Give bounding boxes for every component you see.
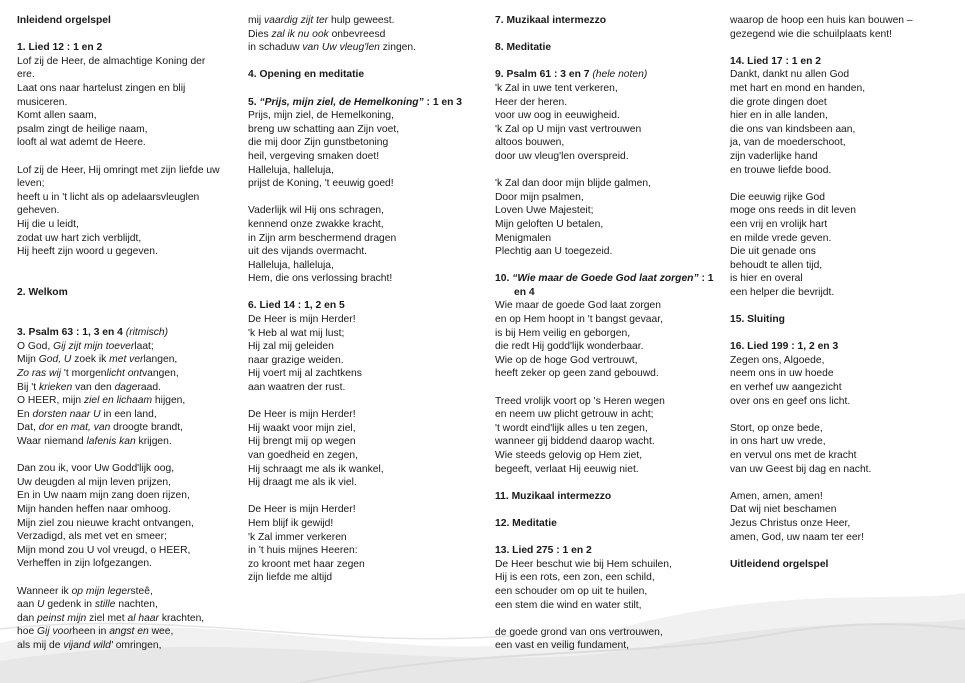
lyric-line: naar grazige weiden. xyxy=(248,354,344,366)
text-run: langen, xyxy=(143,354,178,366)
lyric-line: 'k Heb al wat mij lust; xyxy=(248,327,345,339)
text-run: 3. Psalm 63 : 1, 3 en 4 xyxy=(17,327,126,339)
lyric-line: Hij waakt voor mijn ziel, xyxy=(248,422,356,434)
text-run: 10. xyxy=(495,273,513,285)
lyric-line: looft al wat ademt de Heere. xyxy=(17,137,146,149)
lyric-line: Hij schraagt me als ik wankel, xyxy=(248,463,384,475)
lyric-line: Lof zij de Heer, de almachtige Koning der xyxy=(17,55,206,67)
lyric-line: Prijs, mijn ziel, de Hemelkoning, xyxy=(248,110,394,122)
lyric-line: De Heer is mijn Herder! xyxy=(248,314,356,326)
lyric-line: Mijn mond zou U vol vreugd, o HEER, xyxy=(17,544,191,556)
text-run: gedenk in xyxy=(44,599,95,611)
text-run: Mijn xyxy=(17,354,39,366)
lyric-line: is bij Hem veilig en geborgen, xyxy=(495,327,631,339)
lyric-line: uit des vijands overmacht. xyxy=(248,246,368,258)
section-heading xyxy=(17,326,245,340)
text-run: zoek ik xyxy=(71,354,110,366)
text-run: Waar niemand xyxy=(17,436,87,448)
text-run: dorsten naar U xyxy=(32,408,101,420)
lyric-line: behoudt te allen tijd, xyxy=(730,259,823,271)
lyric-line xyxy=(17,408,245,422)
section-heading: Uitleidend orgelspel xyxy=(730,558,829,570)
lyric-line xyxy=(17,639,245,653)
lyric-line: Wie maar de goede God laat zorgen xyxy=(495,300,661,312)
text-run: op mijn leger xyxy=(71,585,131,597)
lyric-line: Verheffen in zijn lofgezangen. xyxy=(17,558,152,570)
lyric-line: Hij voert mij al zachtkens xyxy=(248,368,362,380)
text-run: zingen. xyxy=(379,42,416,54)
column-2 xyxy=(248,14,478,585)
lyric-line: en op Hem hoopt in 't bangst gevaar, xyxy=(495,314,663,326)
text-run: “Prijs, mijn ziel, de Hemelkoning” xyxy=(259,96,424,108)
lyric-line: De Heer is mijn Herder! xyxy=(248,504,356,516)
text-run: Gij zijt mijn toever xyxy=(53,340,135,352)
lyric-line: zijn vaderlijke hand xyxy=(730,150,818,162)
lyric-line: Uw deugden al mijn leven prijzen, xyxy=(17,476,171,488)
lyric-line: zijn liefde me altijd xyxy=(248,572,333,584)
text-run: wee, xyxy=(148,626,174,638)
lyric-line: ja, van de moederschoot, xyxy=(730,137,846,149)
lyric-line: een stem die wind en water stilt, xyxy=(495,599,642,611)
lyric-line: psalm zingt de heilige naam, xyxy=(17,123,148,135)
text-run: omringen, xyxy=(112,639,162,651)
lyric-line: Komt allen saam, xyxy=(17,110,97,122)
lyric-line: Hem, die ons verlossing bracht! xyxy=(248,273,393,285)
lyric-line: De Heer is mijn Herder! xyxy=(248,409,356,421)
lyric-line: 't wordt eind'lijk alles u ten zegen, xyxy=(495,422,648,434)
lyric-line: is hier en overal xyxy=(730,273,803,285)
column-1 xyxy=(17,14,245,653)
lyric-line: voor uw oog in eeuwigheid. xyxy=(495,110,620,122)
lyric-line: Zegen ons, Algoede, xyxy=(730,354,825,366)
lyric-line: Mijn handen heffen naar omhoog. xyxy=(17,504,171,515)
text-run: dor en mat, van xyxy=(38,422,111,434)
section-heading xyxy=(495,68,727,82)
lyric-line: musiceren. xyxy=(17,96,68,108)
lyric-line: Mijn geloften U betalen, xyxy=(495,218,604,230)
lyric-line: een helper die bevrijdt. xyxy=(730,286,835,298)
text-run: als mij de xyxy=(17,639,64,651)
section-heading: 16. Lied 199 : 1, 2 en 3 xyxy=(730,341,839,353)
lyric-line: met hart en mond en handen, xyxy=(730,82,866,94)
lyric-line: 'k Zal op U mijn vast vertrouwen xyxy=(495,123,642,135)
lyric-line: Hij die u leidt, xyxy=(17,218,79,230)
lyric-line: Plechtig aan U toegezeid. xyxy=(495,246,613,258)
lyric-line: 'k Zal in uwe tent verkeren, xyxy=(495,82,618,94)
text-run: hulp geweest. xyxy=(328,15,395,26)
lyric-line: en milde vrede geven. xyxy=(730,232,832,244)
text-run: onbevreesd xyxy=(328,28,386,40)
text-run: angst en xyxy=(109,626,149,638)
lyric-line: En in Uw naam mijn zang doen rijzen, xyxy=(17,490,190,502)
text-run: 't morgen xyxy=(61,368,107,380)
text-run: O God, xyxy=(17,340,54,352)
text-run: ziel en lichaam xyxy=(83,395,153,407)
lyric-line: zodat uw hart zich verblijdt, xyxy=(17,232,142,244)
text-run: nachten, xyxy=(115,599,158,611)
lyric-line: en vervul ons met de kracht xyxy=(730,450,857,461)
text-run: dage xyxy=(114,381,138,393)
section-heading: 4. Opening en meditatie xyxy=(248,69,365,81)
lyric-line xyxy=(17,612,245,626)
lyric-line: de goede grond van ons vertrouwen, xyxy=(495,626,663,638)
lyric-line xyxy=(17,421,245,435)
lyric-line: die grote dingen doet xyxy=(730,96,827,108)
lyric-line: waarop de hoop een huis kan bouwen – xyxy=(730,15,913,26)
lyric-line xyxy=(248,41,478,55)
lyric-line: Dankt, dankt nu allen God xyxy=(730,69,850,81)
lyric-line: begeeft, verlaat Hij eeuwig niet. xyxy=(495,463,639,475)
section-heading: 13. Lied 275 : 1 en 2 xyxy=(495,545,592,557)
text-run: van Uw vleug'len xyxy=(302,42,380,54)
text-run: aan xyxy=(17,599,38,611)
text-run: U xyxy=(37,599,45,611)
lyric-line: heeft zeker op geen zand gebouwd. xyxy=(495,368,659,380)
lyric-line xyxy=(17,381,245,395)
lyric-line: een vast en veilig fundament, xyxy=(495,640,629,652)
text-run: steê, xyxy=(130,585,153,597)
text-run: mij xyxy=(248,15,265,26)
text-run: “Wie maar de Goede God laat zorgen” xyxy=(512,273,699,285)
text-run: heen in xyxy=(72,626,110,638)
lyric-line: hier en in alle landen, xyxy=(730,110,828,122)
lyric-line: en trouwe liefde bood. xyxy=(730,164,832,176)
lyric-line xyxy=(17,353,245,367)
section-heading xyxy=(495,272,727,299)
lyric-line: Halleluja, halleluja, xyxy=(248,164,334,176)
section-heading: 8. Meditatie xyxy=(495,42,552,54)
text-run: peinst mijn xyxy=(37,612,87,624)
column-3 xyxy=(495,14,727,653)
lyric-line: Hij heeft zijn woord u gegeven. xyxy=(17,246,158,258)
text-run: Zo ras wij xyxy=(17,368,62,380)
lyric-line xyxy=(17,394,245,408)
lyric-line: geheven. xyxy=(17,205,60,217)
lyric-line: heeft u in 't licht als op adelaarsvleuglen xyxy=(17,191,200,203)
lyric-line xyxy=(17,340,245,354)
lyric-line: door uw vleug'len overspreid. xyxy=(495,150,629,162)
lyric-line: kennend onze zwakke kracht, xyxy=(248,218,384,230)
lyric-line: breng uw schatting aan Zijn voet, xyxy=(248,123,400,135)
text-run: in een land, xyxy=(100,408,157,420)
text-run: dan xyxy=(17,612,38,624)
lyric-line: Dat wij niet beschamen xyxy=(730,504,837,516)
section-heading: 11. Muzikaal intermezzo xyxy=(495,490,612,502)
lyric-line: Mijn ziel zou nieuwe kracht ontvangen, xyxy=(17,517,194,529)
text-run: En xyxy=(17,408,33,420)
text-run: Wanneer ik xyxy=(17,585,72,597)
section-heading xyxy=(248,96,478,110)
text-run: al haar xyxy=(127,612,159,624)
lyric-line: Lof zij de Heer, Hij omringt met zijn liefde uw xyxy=(17,164,220,176)
lyric-line: Laat ons naar hartelust zingen en blij xyxy=(17,82,186,94)
text-run: (ritmisch) xyxy=(125,327,169,339)
section-heading: 15. Sluiting xyxy=(730,314,785,326)
lyric-line: Amen, amen, amen! xyxy=(730,490,823,502)
lyric-line xyxy=(17,367,245,381)
text-run: vaardig zijt ter xyxy=(264,15,329,26)
lyric-line: Halleluja, halleluja, xyxy=(248,259,334,271)
text-run: laat; xyxy=(134,340,154,352)
lyric-line: Heer der heren. xyxy=(495,96,568,108)
text-run: krachten, xyxy=(158,612,205,624)
text-run: (hele noten) xyxy=(592,69,648,81)
lyric-line: Die uit genade ons xyxy=(730,246,816,258)
text-run: krieken xyxy=(39,381,73,393)
section-heading: 7. Muzikaal intermezzo xyxy=(495,15,607,26)
text-run: licht ont xyxy=(106,368,143,380)
lyric-line: en verhef uw aangezicht xyxy=(730,382,842,394)
text-run: hijgen, xyxy=(152,395,186,407)
lyric-line: in 't huis mijnes Heeren: xyxy=(248,545,358,557)
lyric-line: Hij is een rots, een zon, een schild, xyxy=(495,572,655,584)
lyric-line: over ons en geef ons licht. xyxy=(730,395,851,407)
lyric-line: die mij door Zijn gunstbetoning xyxy=(248,137,389,149)
lyric-line: altoos bouwen, xyxy=(495,137,565,149)
text-run: God, U xyxy=(38,354,72,366)
lyric-line: Jezus Christus onze Heer, xyxy=(730,517,851,529)
text-run: hoe xyxy=(17,626,38,638)
lyric-line: en neem uw plicht getrouw in acht; xyxy=(495,409,654,421)
text-run: met ver xyxy=(109,354,144,366)
lyric-line: van uw Geest bij dag en nacht. xyxy=(730,463,872,475)
lyric-line: gezegend wie die schuilplaats kent! xyxy=(730,28,892,40)
lyric-line: Dan zou ik, voor Uw Godd'lijk oog, xyxy=(17,463,175,475)
lyric-line: prijst de Koning, 't eeuwig goed! xyxy=(248,178,394,190)
lyric-line: heil, vergeving smaken doet! xyxy=(248,150,380,162)
lyric-line: moge ons reeds in dit leven xyxy=(730,205,856,217)
lyric-line: een vrij en vrolijk hart xyxy=(730,218,828,230)
text-run: van den xyxy=(72,381,115,393)
section-heading: 1. Lied 12 : 1 en 2 xyxy=(17,42,103,54)
column-4 xyxy=(730,14,962,571)
text-run: Dies xyxy=(248,28,272,40)
lyric-line: Hem blijf ik gewijd! xyxy=(248,517,334,529)
lyric-line: Die eeuwig rijke God xyxy=(730,191,826,203)
lyric-line xyxy=(248,14,478,28)
lyric-line: ere. xyxy=(17,69,35,81)
text-run: : 1 en 4 xyxy=(514,273,714,298)
lyric-line xyxy=(17,585,245,599)
lyric-line xyxy=(17,435,245,449)
text-run: zal ik nu ook xyxy=(271,28,329,40)
lyric-line: Wie op de hoge God vertrouwt, xyxy=(495,354,638,366)
text-run: stille xyxy=(94,599,116,611)
lyric-line: van goedheid en zegen, xyxy=(248,450,358,461)
section-heading: Inleidend orgelspel xyxy=(17,15,111,26)
lyric-line: Verzadigd, als met vet en smeer; xyxy=(17,531,167,543)
lyric-line: Vaderlijk wil Hij ons schragen, xyxy=(248,205,385,217)
text-run: vijand wild' xyxy=(63,639,113,651)
lyric-line: Wie steeds gelovig op Hem ziet, xyxy=(495,450,643,461)
lyric-line: Door mijn psalmen, xyxy=(495,191,584,203)
text-run: : 1 en 3 xyxy=(423,96,463,108)
lyric-line: 'k Zal dan door mijn blijde galmen, xyxy=(495,178,651,190)
lyric-line: in ons hart uw vrede, xyxy=(730,436,826,448)
lyric-line: een schouder om op uit te huilen, xyxy=(495,585,648,597)
lyric-line: 'k Zal immer verkeren xyxy=(248,531,347,543)
lyric-line: aan waatren der rust. xyxy=(248,382,346,394)
lyric-line: amen, God, uw naam ter eer! xyxy=(730,531,864,543)
lyric-line xyxy=(17,598,245,612)
section-heading: 12. Meditatie xyxy=(495,517,557,529)
section-heading: 14. Lied 17 : 1 en 2 xyxy=(730,55,821,67)
text-run: in schaduw xyxy=(248,42,303,54)
lyric-line xyxy=(248,28,478,42)
lyric-line: zo kroont met haar zegen xyxy=(248,558,365,570)
section-heading: 6. Lied 14 : 1, 2 en 5 xyxy=(248,300,345,312)
text-run: vangen, xyxy=(142,368,179,380)
lyric-line: Treed vrolijk voort op 's Heren wegen xyxy=(495,395,665,407)
text-run: ziel met xyxy=(86,612,128,624)
lyric-line xyxy=(17,625,245,639)
lyric-line: die redt Hij godd'lijk wonderbaar. xyxy=(495,341,644,353)
lyric-line: Menigmalen xyxy=(495,232,552,244)
text-run: Bij 't xyxy=(17,381,39,393)
lyric-line: De Heer beschut wie bij Hem schuilen, xyxy=(495,558,672,570)
text-run: 5. xyxy=(248,96,260,108)
lyric-line: leven; xyxy=(17,178,45,190)
text-run: Gij voor xyxy=(37,626,73,638)
text-run: droogte brandt, xyxy=(110,422,183,434)
lyric-line: Hij zal mij geleiden xyxy=(248,341,334,353)
lyric-line: in Zijn arm beschermend dragen xyxy=(248,232,397,244)
text-run: raad. xyxy=(137,381,161,393)
text-run: 9. Psalm 61 : 3 en 7 xyxy=(495,69,593,81)
lyric-line: Hij draagt me als ik viel. xyxy=(248,477,357,489)
lyric-line: Stort, op onze bede, xyxy=(730,422,823,434)
text-run: lafenis kan xyxy=(86,436,136,448)
lyric-line: Hij brengt mij op wegen xyxy=(248,436,356,448)
lyric-line: neem ons in uw hoede xyxy=(730,368,834,380)
text-run: krijgen. xyxy=(135,436,172,448)
lyric-line: wanneer gij biddend daarop wacht. xyxy=(495,436,655,448)
text-run: Dat, xyxy=(17,422,39,434)
lyric-line: die ons van kindsbeen aan, xyxy=(730,123,856,135)
section-heading: 2. Welkom xyxy=(17,286,68,298)
lyric-line: Loven Uwe Majesteit; xyxy=(495,205,594,217)
text-run: O HEER, mijn xyxy=(17,395,84,407)
